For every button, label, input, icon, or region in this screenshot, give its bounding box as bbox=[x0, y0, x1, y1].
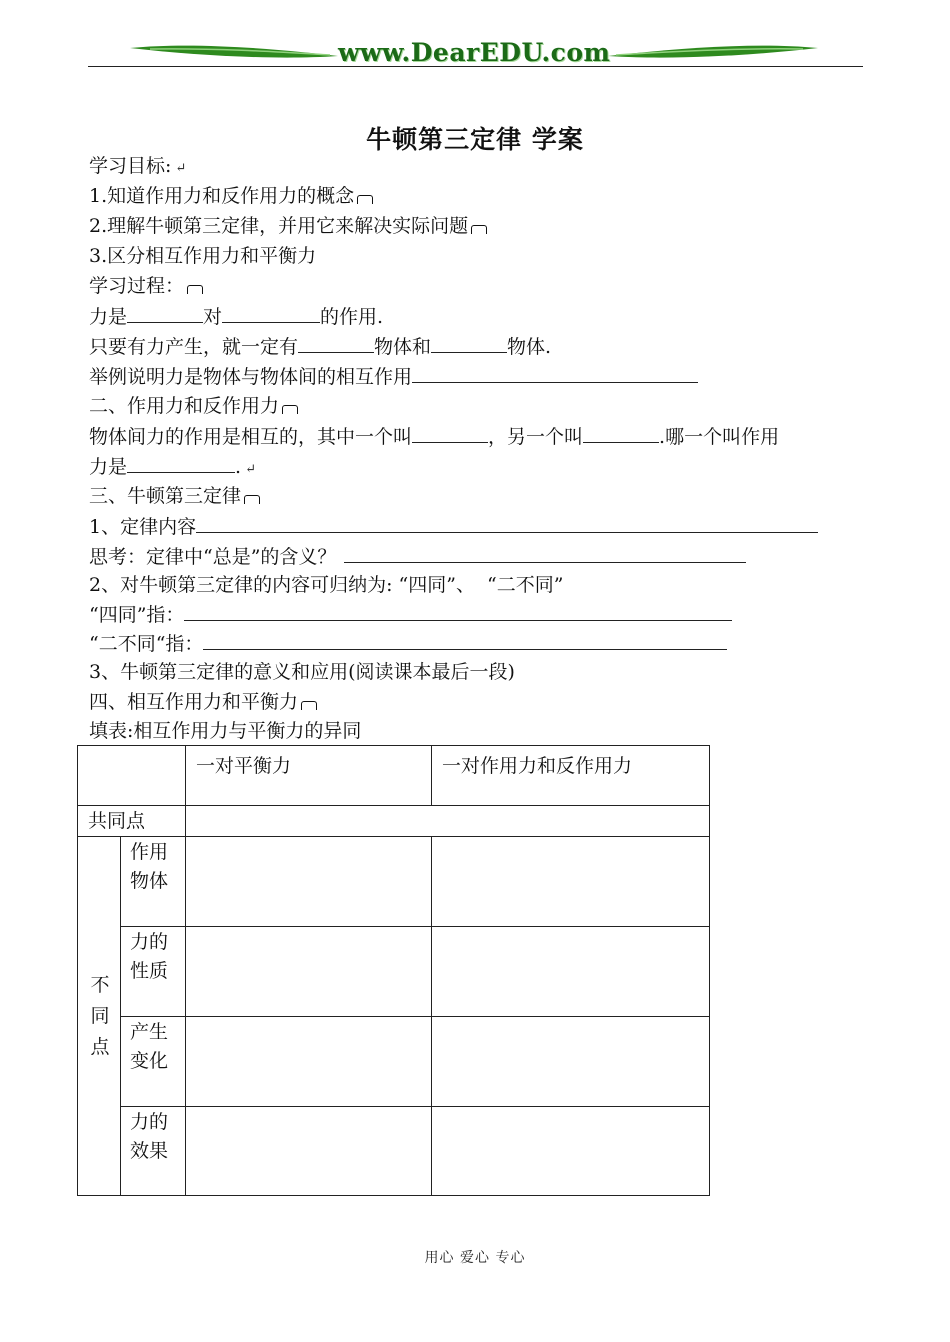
header-rule bbox=[88, 66, 863, 67]
goals-heading: 学习目标: bbox=[89, 155, 172, 177]
section2-heading: 二、作用力和反作用力 bbox=[89, 395, 280, 417]
section3-line-3 bbox=[89, 572, 563, 598]
section3-text: “四同”指： bbox=[89, 604, 185, 626]
fill-blank[interactable] bbox=[184, 601, 732, 621]
difference-label bbox=[89, 970, 111, 1063]
row-label-cell bbox=[120, 1106, 186, 1196]
section2-text: . bbox=[235, 456, 242, 478]
process-text: 的作用. bbox=[320, 306, 384, 328]
difference-label-cell bbox=[77, 836, 121, 1196]
section2-heading-line bbox=[89, 393, 298, 419]
row-label-part: 作用 bbox=[130, 841, 169, 863]
row-label bbox=[130, 928, 168, 986]
difference-char: 同 bbox=[90, 1005, 110, 1027]
page-footer: 用心 爱心 专心 bbox=[424, 1250, 526, 1266]
section3-text: “二不同“指： bbox=[89, 633, 204, 655]
row-label-part: 效果 bbox=[130, 1140, 169, 1162]
row-label-part: 力的 bbox=[130, 931, 169, 953]
fill-blank[interactable] bbox=[583, 423, 659, 443]
section2-text: ，另一个叫 bbox=[488, 426, 584, 448]
goal-3: 3.区分相互作用力和平衡力 bbox=[89, 245, 317, 267]
goal-2-line bbox=[89, 213, 487, 239]
answer-cell[interactable] bbox=[431, 1016, 710, 1107]
section3-heading: 三、牛顿第三定律 bbox=[89, 485, 242, 507]
section2-text: 力是 bbox=[89, 456, 128, 478]
section4-fill-line bbox=[89, 718, 361, 744]
table-caption: 填表:相互作用力与平衡力的异同 bbox=[89, 720, 362, 742]
process-text: 只要有力产生，就一定有 bbox=[89, 336, 299, 358]
leaf-right-decoration bbox=[608, 44, 818, 60]
comparison-table bbox=[77, 745, 710, 1196]
row-label-cell bbox=[120, 1016, 186, 1107]
paragraph-mark-icon bbox=[282, 405, 298, 414]
row-label bbox=[130, 838, 168, 896]
table-header-balance[interactable] bbox=[185, 745, 432, 806]
goal-1: 1.知道作用力和反作用力的概念 bbox=[89, 185, 355, 207]
table-header-interaction[interactable] bbox=[431, 745, 710, 806]
section3-text: 思考：定律中“总是”的含义？ bbox=[89, 546, 337, 568]
section3-line-5 bbox=[89, 630, 727, 657]
fill-blank[interactable] bbox=[298, 333, 374, 353]
line-break-mark-icon: ↵ bbox=[171, 161, 187, 176]
fill-blank[interactable] bbox=[196, 513, 818, 533]
goal-3-line bbox=[89, 243, 316, 269]
fill-blank[interactable] bbox=[222, 303, 320, 323]
process-text: 举例说明力是物体与物体间的相互作用 bbox=[89, 366, 413, 388]
section4-heading: 四、相互作用力和平衡力 bbox=[89, 691, 299, 713]
section3-line-1 bbox=[89, 513, 818, 540]
answer-cell[interactable] bbox=[431, 1106, 710, 1196]
difference-char: 不 bbox=[90, 974, 110, 996]
paragraph-mark-icon bbox=[187, 285, 203, 294]
fill-blank[interactable] bbox=[412, 363, 698, 383]
answer-cell[interactable] bbox=[185, 926, 432, 1017]
row-label-part: 性质 bbox=[130, 960, 169, 982]
goals-heading-line bbox=[89, 153, 186, 182]
answer-cell[interactable] bbox=[185, 836, 432, 927]
header-label: 一对作用力和反作用力 bbox=[442, 755, 633, 777]
section3-line-6 bbox=[89, 659, 515, 685]
section2-text: .哪一个叫作用 bbox=[659, 426, 780, 448]
row-label-part: 产生 bbox=[130, 1021, 169, 1043]
process-text: 物体和 bbox=[374, 336, 432, 358]
site-banner-text[interactable]: www.DearEDU.com bbox=[338, 38, 611, 67]
section4-heading-line bbox=[89, 689, 317, 715]
answer-cell[interactable] bbox=[185, 1016, 432, 1107]
header-label: 一对平衡力 bbox=[196, 755, 292, 777]
process-text: 力是 bbox=[89, 306, 128, 328]
process-heading-line bbox=[89, 273, 203, 299]
process-line-1 bbox=[89, 303, 383, 330]
process-line-2 bbox=[89, 333, 551, 360]
answer-cell[interactable] bbox=[431, 836, 710, 927]
table-corner-cell[interactable] bbox=[77, 745, 186, 806]
fill-blank[interactable] bbox=[412, 423, 488, 443]
page-title: 牛顿第三定律 学案 bbox=[366, 125, 584, 154]
fill-blank[interactable] bbox=[127, 453, 235, 473]
difference-char: 点 bbox=[90, 1036, 110, 1058]
section2-text: 物体间力的作用是相互的，其中一个叫 bbox=[89, 426, 413, 448]
answer-cell[interactable] bbox=[431, 926, 710, 1017]
fill-blank[interactable] bbox=[431, 333, 507, 353]
section3-text: 1、定律内容 bbox=[89, 516, 197, 538]
paragraph-mark-icon bbox=[301, 701, 317, 710]
process-heading: 学习过程： bbox=[89, 275, 185, 297]
fill-blank[interactable] bbox=[127, 303, 203, 323]
common-label-cell bbox=[77, 805, 186, 837]
fill-blank[interactable] bbox=[344, 543, 746, 563]
paragraph-mark-icon bbox=[244, 495, 260, 504]
process-text: 物体. bbox=[507, 336, 552, 358]
process-line-3 bbox=[89, 363, 698, 390]
row-label-part: 力的 bbox=[130, 1111, 169, 1133]
common-answer-cell[interactable] bbox=[185, 805, 710, 837]
section3-text: 3、牛顿第三定律的意义和应用(阅读课本最后一段) bbox=[89, 661, 515, 683]
answer-cell[interactable] bbox=[185, 1106, 432, 1196]
row-label-part: 变化 bbox=[130, 1050, 169, 1072]
section3-line-4 bbox=[89, 601, 732, 628]
goal-1-line bbox=[89, 183, 373, 209]
section3-heading-line bbox=[89, 483, 260, 509]
common-label: 共同点 bbox=[88, 810, 146, 832]
fill-blank[interactable] bbox=[203, 630, 727, 650]
paragraph-mark-icon bbox=[471, 225, 487, 234]
row-label-cell bbox=[120, 836, 186, 927]
row-label-part: 物体 bbox=[130, 870, 169, 892]
section2-line-2 bbox=[89, 453, 256, 483]
leaf-left-decoration bbox=[130, 44, 338, 60]
row-label bbox=[130, 1108, 168, 1166]
paragraph-mark-icon bbox=[357, 195, 373, 204]
section3-text: 2、对牛顿第三定律的内容可归纳为: “四同”、 “二不同” bbox=[89, 574, 564, 596]
line-break-mark-icon: ↵ bbox=[241, 462, 257, 477]
section3-line-2 bbox=[89, 543, 746, 570]
section2-line-1 bbox=[89, 423, 779, 450]
goal-2: 2.理解牛顿第三定律，并用它来解决实际问题 bbox=[89, 215, 469, 237]
process-text: 对 bbox=[203, 306, 223, 328]
row-label-cell bbox=[120, 926, 186, 1017]
row-label bbox=[130, 1018, 168, 1076]
